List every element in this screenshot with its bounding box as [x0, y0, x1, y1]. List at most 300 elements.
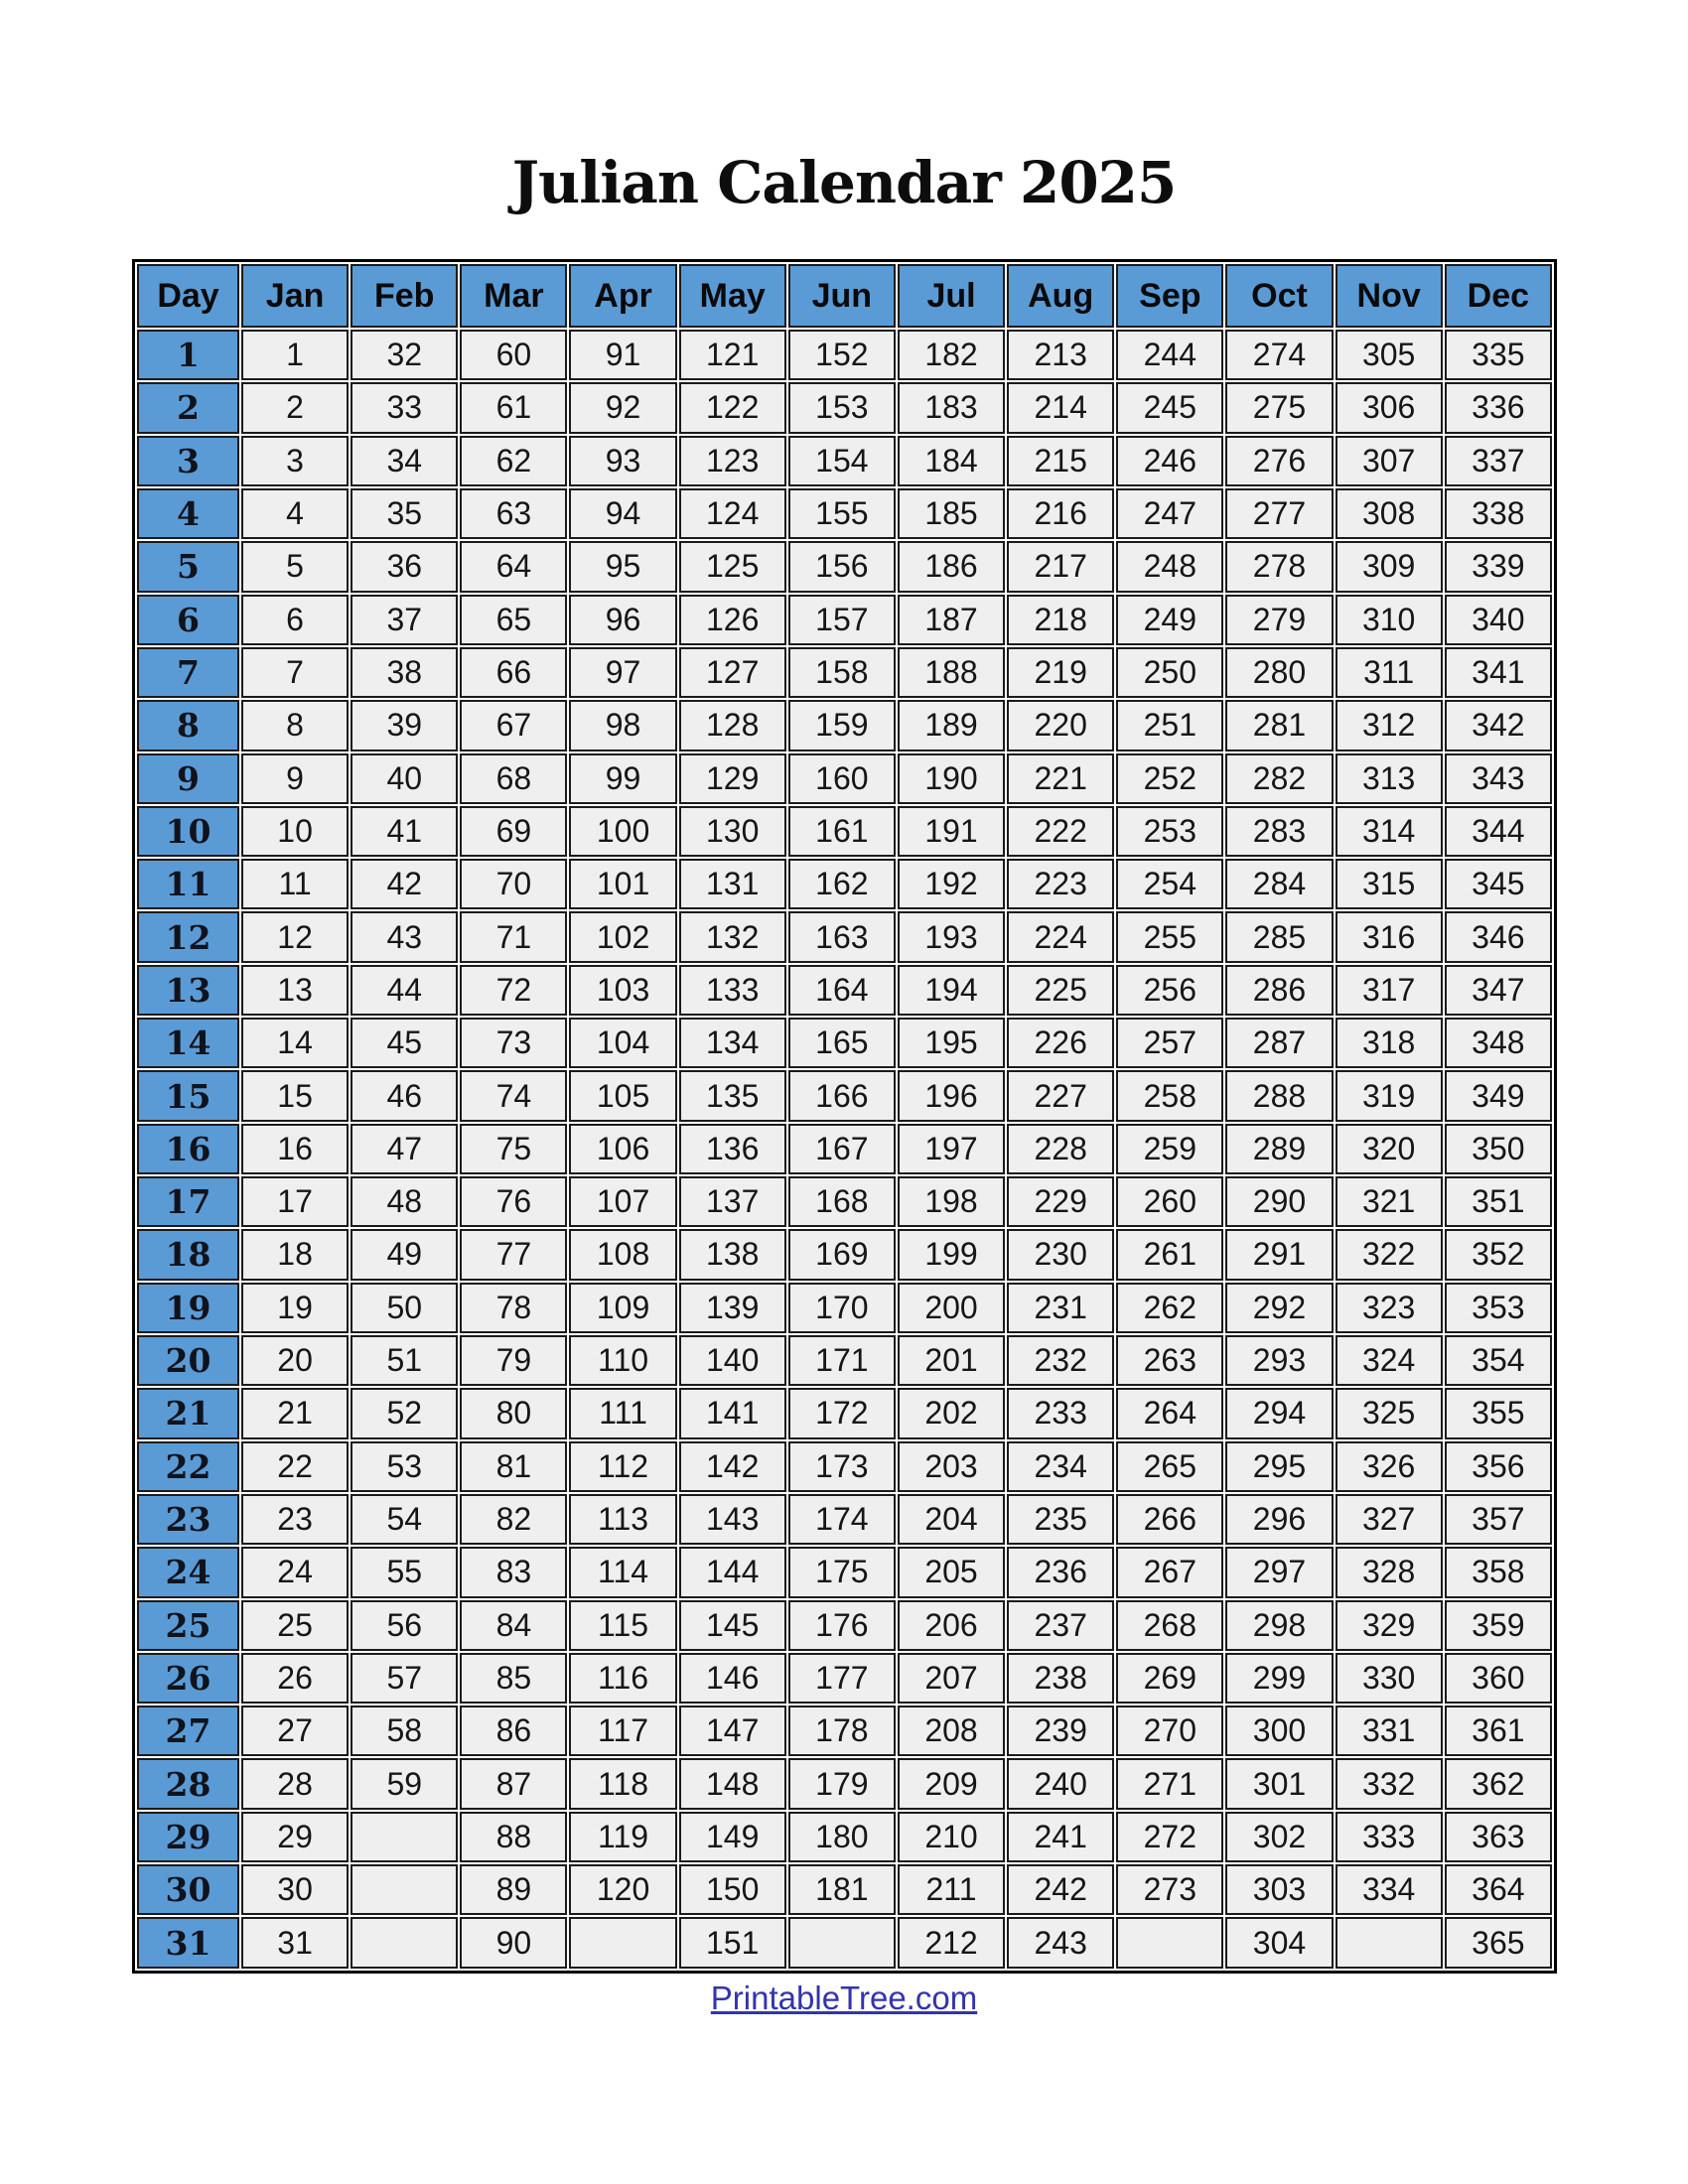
- julian-day-cell: 229: [1007, 1176, 1114, 1227]
- day-cell: 25: [137, 1600, 239, 1651]
- day-cell: 29: [137, 1812, 239, 1862]
- julian-day-cell: 31: [241, 1917, 349, 1969]
- julian-day-cell: 274: [1225, 330, 1333, 380]
- julian-day-cell: 68: [460, 753, 567, 804]
- julian-day-cell: 21: [241, 1388, 349, 1438]
- julian-day-cell: 94: [569, 488, 676, 539]
- julian-day-cell: 59: [351, 1758, 458, 1809]
- day-cell: 15: [137, 1070, 239, 1121]
- julian-day-cell: 183: [898, 382, 1005, 433]
- julian-day-cell: 47: [351, 1124, 458, 1174]
- julian-day-cell: 139: [679, 1283, 786, 1333]
- julian-day-cell: 242: [1007, 1864, 1114, 1915]
- month-header-feb: Feb: [351, 264, 458, 328]
- julian-day-cell: 296: [1225, 1494, 1333, 1545]
- julian-day-cell: 241: [1007, 1812, 1114, 1862]
- julian-day-cell: 50: [351, 1283, 458, 1333]
- julian-day-cell: 239: [1007, 1706, 1114, 1756]
- julian-day-cell: 234: [1007, 1441, 1114, 1492]
- table-row: [137, 1070, 1552, 1121]
- month-header-oct: Oct: [1225, 264, 1333, 328]
- julian-day-cell: 217: [1007, 541, 1114, 592]
- table-row: [137, 1600, 1552, 1651]
- julian-day-cell: 276: [1225, 436, 1333, 486]
- julian-day-cell: 13: [241, 965, 349, 1016]
- julian-day-cell: 260: [1116, 1176, 1223, 1227]
- julian-day-cell: 188: [898, 647, 1005, 698]
- julian-day-cell: 227: [1007, 1070, 1114, 1121]
- julian-day-cell: 257: [1116, 1018, 1223, 1068]
- julian-day-cell: 352: [1445, 1229, 1552, 1280]
- julian-day-cell: 293: [1225, 1335, 1333, 1386]
- julian-day-cell: 321: [1336, 1176, 1443, 1227]
- julian-day-cell: 203: [898, 1441, 1005, 1492]
- julian-day-cell: 289: [1225, 1124, 1333, 1174]
- julian-day-cell: 308: [1336, 488, 1443, 539]
- julian-day-cell: 244: [1116, 330, 1223, 380]
- footer-link[interactable]: PrintableTree.com: [710, 1979, 978, 2016]
- julian-day-cell: 54: [351, 1494, 458, 1545]
- month-header-may: May: [679, 264, 786, 328]
- julian-day-cell: 179: [788, 1758, 896, 1809]
- julian-day-cell: 173: [788, 1441, 896, 1492]
- julian-day-cell: 133: [679, 965, 786, 1016]
- julian-day-cell: 323: [1336, 1283, 1443, 1333]
- julian-day-cell: 77: [460, 1229, 567, 1280]
- julian-day-cell: 61: [460, 382, 567, 433]
- day-cell: 10: [137, 806, 239, 857]
- julian-day-cell: 165: [788, 1018, 896, 1068]
- julian-day-cell: 349: [1445, 1070, 1552, 1121]
- julian-day-cell: 194: [898, 965, 1005, 1016]
- julian-day-cell: 178: [788, 1706, 896, 1756]
- julian-day-cell: 83: [460, 1547, 567, 1597]
- table-row: [137, 1758, 1552, 1809]
- julian-day-cell: 105: [569, 1070, 676, 1121]
- julian-day-cell: 79: [460, 1335, 567, 1386]
- day-cell: 16: [137, 1124, 239, 1174]
- julian-day-cell: 251: [1116, 700, 1223, 751]
- julian-day-cell: 137: [679, 1176, 786, 1227]
- julian-day-cell: 231: [1007, 1283, 1114, 1333]
- julian-day-cell: 114: [569, 1547, 676, 1597]
- julian-day-cell: 27: [241, 1706, 349, 1756]
- julian-day-cell: 184: [898, 436, 1005, 486]
- julian-day-cell: 325: [1336, 1388, 1443, 1438]
- julian-day-cell: 110: [569, 1335, 676, 1386]
- julian-day-cell: 176: [788, 1600, 896, 1651]
- julian-day-cell: 18: [241, 1229, 349, 1280]
- julian-day-cell: 305: [1336, 330, 1443, 380]
- julian-day-cell: 299: [1225, 1653, 1333, 1704]
- julian-day-cell: 34: [351, 436, 458, 486]
- julian-day-cell: 185: [898, 488, 1005, 539]
- julian-day-cell: 224: [1007, 911, 1114, 962]
- page-title: Julian Calendar 2025: [511, 149, 1177, 216]
- julian-day-cell: 28: [241, 1758, 349, 1809]
- day-cell: 20: [137, 1335, 239, 1386]
- julian-day-cell: 278: [1225, 541, 1333, 592]
- julian-day-cell: 313: [1336, 753, 1443, 804]
- month-header-dec: Dec: [1445, 264, 1552, 328]
- julian-day-cell: 20: [241, 1335, 349, 1386]
- julian-day-cell: 89: [460, 1864, 567, 1915]
- julian-day-cell: [569, 1917, 676, 1969]
- julian-day-cell: 189: [898, 700, 1005, 751]
- julian-day-cell: 153: [788, 382, 896, 433]
- julian-day-cell: 177: [788, 1653, 896, 1704]
- julian-day-cell: 141: [679, 1388, 786, 1438]
- julian-day-cell: 211: [898, 1864, 1005, 1915]
- julian-day-cell: 29: [241, 1812, 349, 1862]
- julian-day-cell: 202: [898, 1388, 1005, 1438]
- julian-day-cell: 113: [569, 1494, 676, 1545]
- julian-day-cell: 302: [1225, 1812, 1333, 1862]
- julian-day-cell: 255: [1116, 911, 1223, 962]
- day-cell: 31: [137, 1917, 239, 1969]
- julian-day-cell: 157: [788, 595, 896, 645]
- julian-calendar-table: [132, 259, 1557, 1974]
- julian-day-cell: 55: [351, 1547, 458, 1597]
- julian-day-cell: 326: [1336, 1441, 1443, 1492]
- julian-day-cell: 287: [1225, 1018, 1333, 1068]
- julian-day-cell: 310: [1336, 595, 1443, 645]
- julian-day-cell: 295: [1225, 1441, 1333, 1492]
- day-cell: 9: [137, 753, 239, 804]
- julian-day-cell: 100: [569, 806, 676, 857]
- julian-day-cell: 350: [1445, 1124, 1552, 1174]
- julian-day-cell: 273: [1116, 1864, 1223, 1915]
- julian-day-cell: 193: [898, 911, 1005, 962]
- table-row: [137, 1547, 1552, 1597]
- day-cell: 23: [137, 1494, 239, 1545]
- julian-day-cell: 343: [1445, 753, 1552, 804]
- julian-day-cell: 309: [1336, 541, 1443, 592]
- julian-day-cell: 364: [1445, 1864, 1552, 1915]
- julian-day-cell: 277: [1225, 488, 1333, 539]
- month-header-jul: Jul: [898, 264, 1005, 328]
- julian-day-cell: 169: [788, 1229, 896, 1280]
- julian-day-cell: 207: [898, 1653, 1005, 1704]
- julian-day-cell: 338: [1445, 488, 1552, 539]
- julian-day-cell: 247: [1116, 488, 1223, 539]
- julian-day-cell: 245: [1116, 382, 1223, 433]
- julian-day-cell: 281: [1225, 700, 1333, 751]
- julian-day-cell: 35: [351, 488, 458, 539]
- julian-day-cell: 222: [1007, 806, 1114, 857]
- julian-day-cell: 119: [569, 1812, 676, 1862]
- julian-day-cell: 91: [569, 330, 676, 380]
- julian-day-cell: 357: [1445, 1494, 1552, 1545]
- julian-day-cell: 63: [460, 488, 567, 539]
- julian-day-cell: 81: [460, 1441, 567, 1492]
- table-row: [137, 1441, 1552, 1492]
- table-row: [137, 1018, 1552, 1068]
- julian-day-cell: 362: [1445, 1758, 1552, 1809]
- julian-day-cell: 265: [1116, 1441, 1223, 1492]
- table-row: [137, 1124, 1552, 1174]
- day-column-header: Day: [137, 264, 239, 328]
- julian-day-cell: 78: [460, 1283, 567, 1333]
- julian-day-cell: 315: [1336, 859, 1443, 909]
- julian-day-cell: 67: [460, 700, 567, 751]
- julian-day-cell: 340: [1445, 595, 1552, 645]
- julian-day-cell: 22: [241, 1441, 349, 1492]
- julian-day-cell: 138: [679, 1229, 786, 1280]
- julian-day-cell: 159: [788, 700, 896, 751]
- julian-day-cell: 355: [1445, 1388, 1552, 1438]
- julian-day-cell: 126: [679, 595, 786, 645]
- julian-day-cell: 304: [1225, 1917, 1333, 1969]
- julian-day-cell: 232: [1007, 1335, 1114, 1386]
- table-row: [137, 859, 1552, 909]
- julian-day-cell: 225: [1007, 965, 1114, 1016]
- julian-day-cell: 344: [1445, 806, 1552, 857]
- julian-day-cell: 43: [351, 911, 458, 962]
- julian-day-cell: 243: [1007, 1917, 1114, 1969]
- table-row: [137, 1812, 1552, 1862]
- julian-day-cell: 42: [351, 859, 458, 909]
- julian-day-cell: 341: [1445, 647, 1552, 698]
- table-row: [137, 1494, 1552, 1545]
- table-row: [137, 488, 1552, 539]
- julian-day-cell: 358: [1445, 1547, 1552, 1597]
- day-cell: 26: [137, 1653, 239, 1704]
- julian-day-cell: 26: [241, 1653, 349, 1704]
- julian-day-cell: 156: [788, 541, 896, 592]
- julian-day-cell: 297: [1225, 1547, 1333, 1597]
- julian-day-cell: 144: [679, 1547, 786, 1597]
- julian-day-cell: 318: [1336, 1018, 1443, 1068]
- table-row: [137, 1917, 1552, 1969]
- julian-day-cell: 248: [1116, 541, 1223, 592]
- julian-day-cell: 103: [569, 965, 676, 1016]
- julian-day-cell: 327: [1336, 1494, 1443, 1545]
- julian-day-cell: 182: [898, 330, 1005, 380]
- julian-day-cell: 311: [1336, 647, 1443, 698]
- julian-day-cell: 275: [1225, 382, 1333, 433]
- julian-day-cell: 175: [788, 1547, 896, 1597]
- julian-day-cell: 101: [569, 859, 676, 909]
- julian-day-cell: 121: [679, 330, 786, 380]
- julian-day-cell: 360: [1445, 1653, 1552, 1704]
- julian-day-cell: 314: [1336, 806, 1443, 857]
- julian-day-cell: 130: [679, 806, 786, 857]
- julian-day-cell: 286: [1225, 965, 1333, 1016]
- julian-day-cell: 124: [679, 488, 786, 539]
- julian-day-cell: 268: [1116, 1600, 1223, 1651]
- julian-day-cell: 198: [898, 1176, 1005, 1227]
- julian-day-cell: 346: [1445, 911, 1552, 962]
- julian-day-cell: 220: [1007, 700, 1114, 751]
- julian-day-cell: 1: [241, 330, 349, 380]
- julian-day-cell: 19: [241, 1283, 349, 1333]
- julian-day-cell: 249: [1116, 595, 1223, 645]
- julian-day-cell: 284: [1225, 859, 1333, 909]
- julian-day-cell: 246: [1116, 436, 1223, 486]
- julian-day-cell: 87: [460, 1758, 567, 1809]
- julian-day-cell: [351, 1917, 458, 1969]
- julian-day-cell: 70: [460, 859, 567, 909]
- julian-day-cell: 88: [460, 1812, 567, 1862]
- julian-day-cell: 32: [351, 330, 458, 380]
- julian-day-cell: 258: [1116, 1070, 1223, 1121]
- day-cell: 22: [137, 1441, 239, 1492]
- julian-day-cell: 48: [351, 1176, 458, 1227]
- julian-day-cell: 191: [898, 806, 1005, 857]
- julian-day-cell: 117: [569, 1706, 676, 1756]
- day-cell: 12: [137, 911, 239, 962]
- julian-day-cell: 180: [788, 1812, 896, 1862]
- julian-day-cell: 39: [351, 700, 458, 751]
- julian-day-cell: 238: [1007, 1653, 1114, 1704]
- julian-day-cell: 74: [460, 1070, 567, 1121]
- month-header-apr: Apr: [569, 264, 676, 328]
- julian-day-cell: 140: [679, 1335, 786, 1386]
- table-row: [137, 436, 1552, 486]
- julian-day-cell: 72: [460, 965, 567, 1016]
- julian-day-cell: 131: [679, 859, 786, 909]
- julian-day-cell: 60: [460, 330, 567, 380]
- julian-day-cell: 266: [1116, 1494, 1223, 1545]
- julian-day-cell: 264: [1116, 1388, 1223, 1438]
- julian-day-cell: 73: [460, 1018, 567, 1068]
- julian-day-cell: 283: [1225, 806, 1333, 857]
- day-cell: 28: [137, 1758, 239, 1809]
- julian-day-cell: 112: [569, 1441, 676, 1492]
- julian-day-cell: 52: [351, 1388, 458, 1438]
- day-cell: 19: [137, 1283, 239, 1333]
- julian-day-cell: 85: [460, 1653, 567, 1704]
- julian-day-cell: 129: [679, 753, 786, 804]
- julian-day-cell: 290: [1225, 1176, 1333, 1227]
- day-cell: 8: [137, 700, 239, 751]
- julian-day-cell: 199: [898, 1229, 1005, 1280]
- julian-day-cell: 90: [460, 1917, 567, 1969]
- julian-day-cell: 213: [1007, 330, 1114, 380]
- julian-day-cell: 84: [460, 1600, 567, 1651]
- julian-day-cell: 226: [1007, 1018, 1114, 1068]
- day-cell: 7: [137, 647, 239, 698]
- julian-day-cell: 143: [679, 1494, 786, 1545]
- julian-day-cell: 228: [1007, 1124, 1114, 1174]
- julian-day-cell: 9: [241, 753, 349, 804]
- julian-day-cell: 307: [1336, 436, 1443, 486]
- julian-day-cell: 250: [1116, 647, 1223, 698]
- julian-day-cell: 97: [569, 647, 676, 698]
- julian-day-cell: 172: [788, 1388, 896, 1438]
- julian-day-cell: 151: [679, 1917, 786, 1969]
- julian-day-cell: 197: [898, 1124, 1005, 1174]
- julian-day-cell: 150: [679, 1864, 786, 1915]
- julian-day-cell: 288: [1225, 1070, 1333, 1121]
- julian-day-cell: 215: [1007, 436, 1114, 486]
- julian-day-cell: 206: [898, 1600, 1005, 1651]
- julian-day-cell: 66: [460, 647, 567, 698]
- julian-day-cell: 204: [898, 1494, 1005, 1545]
- julian-day-cell: 82: [460, 1494, 567, 1545]
- julian-day-cell: 33: [351, 382, 458, 433]
- julian-day-cell: 174: [788, 1494, 896, 1545]
- julian-day-cell: 41: [351, 806, 458, 857]
- julian-day-cell: [351, 1812, 458, 1862]
- julian-day-cell: 237: [1007, 1600, 1114, 1651]
- julian-day-cell: 154: [788, 436, 896, 486]
- julian-day-cell: 339: [1445, 541, 1552, 592]
- table-row: [137, 647, 1552, 698]
- julian-day-cell: 333: [1336, 1812, 1443, 1862]
- julian-day-cell: 233: [1007, 1388, 1114, 1438]
- day-cell: 17: [137, 1176, 239, 1227]
- julian-day-cell: 359: [1445, 1600, 1552, 1651]
- table-row: [137, 330, 1552, 380]
- julian-day-cell: 132: [679, 911, 786, 962]
- julian-day-cell: 64: [460, 541, 567, 592]
- julian-day-cell: 230: [1007, 1229, 1114, 1280]
- day-cell: 30: [137, 1864, 239, 1915]
- julian-day-cell: 75: [460, 1124, 567, 1174]
- julian-day-cell: 40: [351, 753, 458, 804]
- julian-day-cell: 306: [1336, 382, 1443, 433]
- julian-day-cell: 80: [460, 1388, 567, 1438]
- julian-day-cell: 270: [1116, 1706, 1223, 1756]
- julian-day-cell: 210: [898, 1812, 1005, 1862]
- julian-day-cell: 209: [898, 1758, 1005, 1809]
- julian-day-cell: 353: [1445, 1283, 1552, 1333]
- julian-day-cell: 134: [679, 1018, 786, 1068]
- julian-day-cell: 38: [351, 647, 458, 698]
- julian-day-cell: 160: [788, 753, 896, 804]
- julian-day-cell: 95: [569, 541, 676, 592]
- julian-day-cell: 7: [241, 647, 349, 698]
- day-cell: 2: [137, 382, 239, 433]
- day-cell: 18: [137, 1229, 239, 1280]
- day-cell: 27: [137, 1706, 239, 1756]
- julian-day-cell: 272: [1116, 1812, 1223, 1862]
- julian-day-cell: 162: [788, 859, 896, 909]
- julian-day-cell: 58: [351, 1706, 458, 1756]
- julian-day-cell: 109: [569, 1283, 676, 1333]
- month-header-jan: Jan: [241, 264, 349, 328]
- julian-day-cell: 171: [788, 1335, 896, 1386]
- julian-day-cell: 149: [679, 1812, 786, 1862]
- table-row: [137, 753, 1552, 804]
- month-header-nov: Nov: [1336, 264, 1443, 328]
- julian-day-cell: 56: [351, 1600, 458, 1651]
- julian-day-cell: 262: [1116, 1283, 1223, 1333]
- julian-day-cell: [788, 1917, 896, 1969]
- julian-day-cell: 301: [1225, 1758, 1333, 1809]
- julian-day-cell: 348: [1445, 1018, 1552, 1068]
- julian-day-cell: 164: [788, 965, 896, 1016]
- julian-day-cell: 37: [351, 595, 458, 645]
- julian-day-cell: 324: [1336, 1335, 1443, 1386]
- julian-day-cell: [351, 1864, 458, 1915]
- julian-day-cell: 116: [569, 1653, 676, 1704]
- julian-day-cell: 65: [460, 595, 567, 645]
- table-row: [137, 965, 1552, 1016]
- day-cell: 11: [137, 859, 239, 909]
- julian-day-cell: 155: [788, 488, 896, 539]
- julian-day-cell: 14: [241, 1018, 349, 1068]
- julian-day-cell: 303: [1225, 1864, 1333, 1915]
- julian-day-cell: 201: [898, 1335, 1005, 1386]
- julian-day-cell: 347: [1445, 965, 1552, 1016]
- julian-day-cell: 123: [679, 436, 786, 486]
- julian-day-cell: 291: [1225, 1229, 1333, 1280]
- julian-day-cell: 4: [241, 488, 349, 539]
- julian-day-cell: 235: [1007, 1494, 1114, 1545]
